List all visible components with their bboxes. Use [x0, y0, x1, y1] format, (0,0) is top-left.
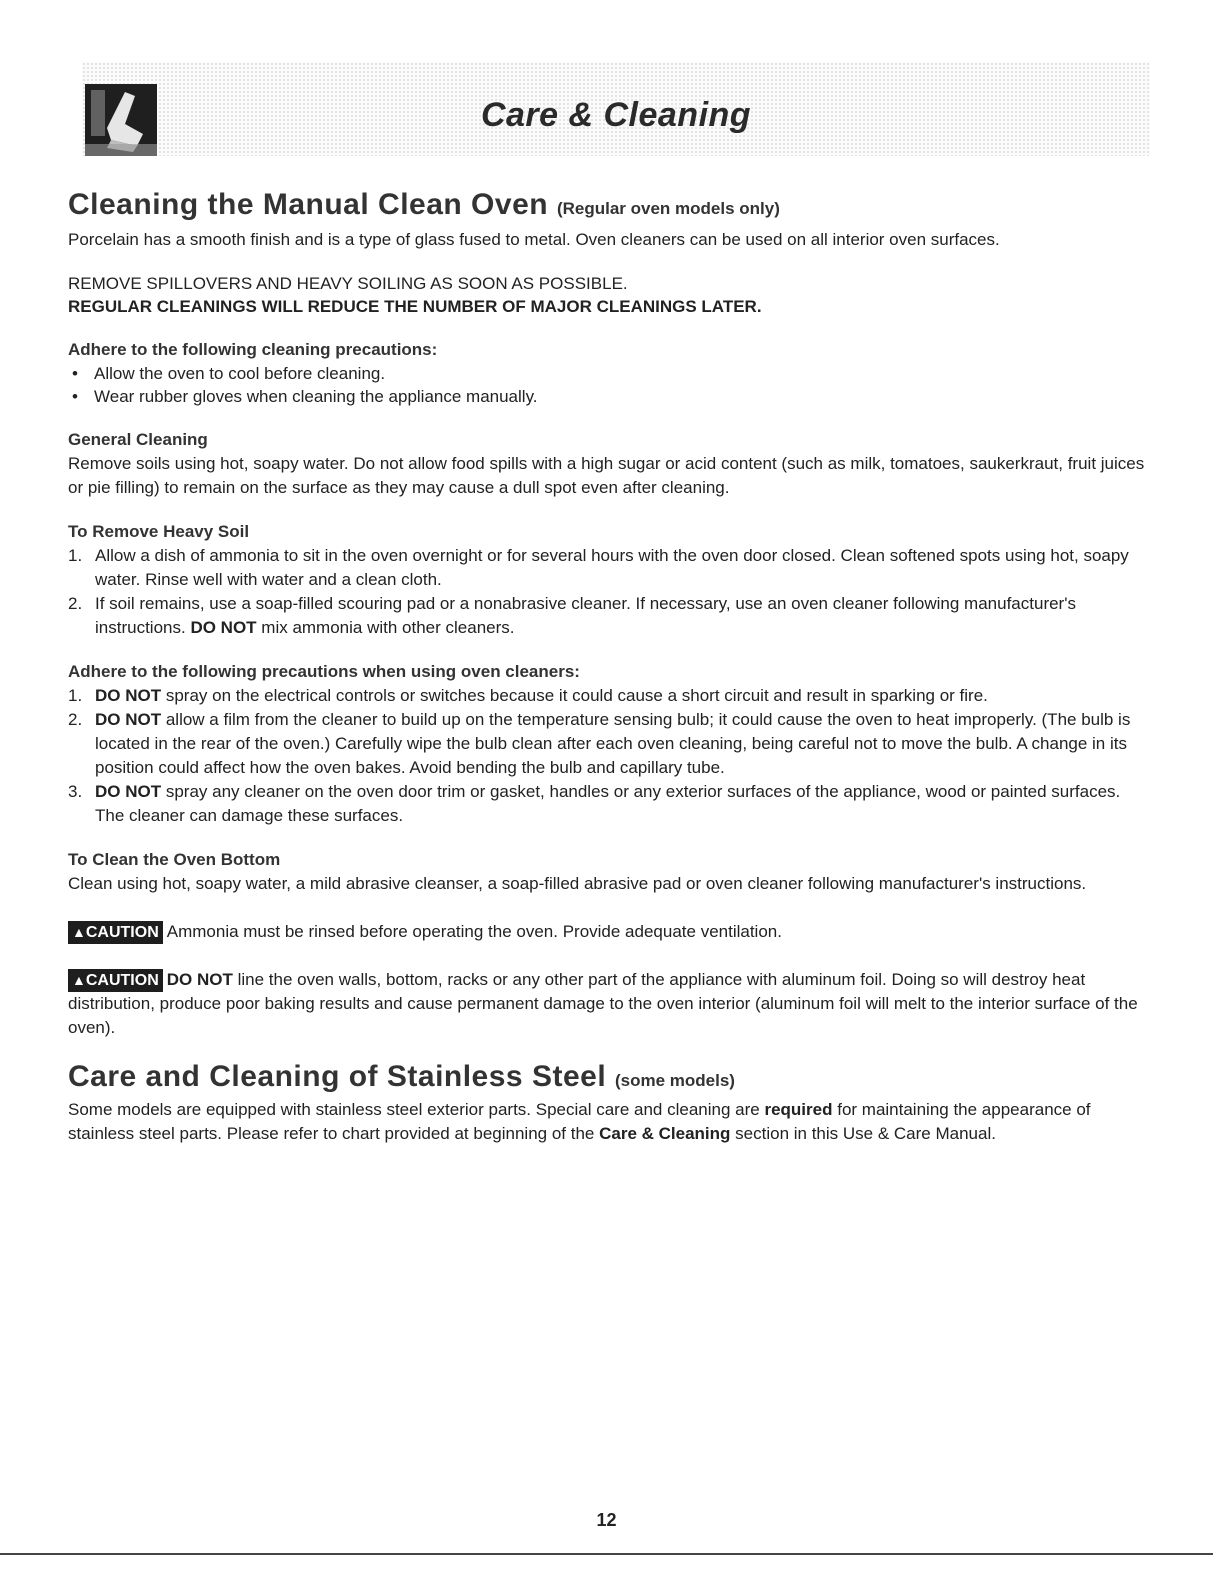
- item-emphasis: DO NOT: [95, 782, 162, 801]
- item-emphasis: DO NOT: [95, 686, 162, 705]
- title-text: Care and Cleaning of Stainless Steel: [68, 1060, 607, 1093]
- warning-triangle-icon: ▲: [72, 924, 86, 940]
- item-text: allow a film from the cleaner to build up on the temperature sensing bulb; it could cause the oven to heat improperly. (The bulb is located in the rear of the oven.) Carefully wipe the bulb clean after each oven cleaning, being careful not to move the bulb. A change in its position could affect how the oven bakes. Avoid bending the bulb and capillary tube.: [95, 710, 1131, 777]
- item-text: spray on the electrical controls or switches because it could cause a short circuit and result in sparking or fire.: [165, 686, 988, 705]
- header-title: Care & Cleaning: [480, 96, 752, 134]
- warning-triangle-icon: ▲: [72, 972, 86, 988]
- list-item: • Wear rubber gloves when cleaning the appliance manually.: [68, 385, 1148, 408]
- section-title-stainless: [68, 1060, 1148, 1094]
- title-note: (Regular oven models only): [556, 199, 780, 218]
- paragraph-text: section in this Use & Care Manual.: [735, 1124, 996, 1143]
- item-emphasis: DO NOT: [190, 618, 257, 637]
- oven-cleaner-list: [68, 684, 1148, 828]
- caution-text: Ammonia must be rinsed before operating the oven. Provide adequate ventilation.: [166, 922, 782, 941]
- page-header: [82, 62, 1150, 156]
- list-item: 2. DO NOT allow a film from the cleaner to build up on the temperature sensing bulb; it could cause the oven to heat improperly. (The bulb is located in the rear of the oven.) Carefully wipe the bulb clean after each oven cleaning, being careful not to move the bulb. A change in its position could affect how the oven bakes. Avoid bending the bulb and capillary tube.: [68, 710, 1131, 777]
- section-title-manual-clean: [68, 188, 1148, 222]
- list-item: 1. Allow a dish of ammonia to sit in the oven overnight or for several hours with the oven door closed. Clean softened spots using hot, soapy water. Rinse well with water and a clean cloth.: [68, 546, 1129, 589]
- bottom-rule: [0, 1553, 1213, 1555]
- caution-badge: [68, 969, 163, 992]
- paragraph-text: for maintaining the appearance of stainless steel parts. Please refer to chart provided at beginning of the: [68, 1100, 1091, 1143]
- oven-cleaner-precautions-heading: Adhere to the following precautions when using oven cleaners:: [68, 662, 580, 681]
- paragraph-text: Some models are equipped with stainless steel exterior parts. Special care and cleaning are: [68, 1100, 760, 1119]
- main-content: [68, 188, 1148, 1146]
- stainless-text: [68, 1098, 1148, 1146]
- list-item: 3. DO NOT spray any cleaner on the oven door trim or gasket, handles or any exterior surfaces of the appliance, wood or painted surfaces. The cleaner can damage these surfaces.: [68, 782, 1121, 825]
- intro-paragraph: Porcelain has a smooth finish and is a type of glass fused to metal. Oven cleaners can be used on all interior oven surfaces.: [68, 230, 1000, 249]
- paragraph-emphasis: required: [764, 1100, 833, 1119]
- item-text: Allow a dish of ammonia to sit in the oven overnight or for several hours with the oven door closed. Clean softened spots using hot, soapy water. Rinse well with water and a clean cloth.: [95, 546, 1129, 589]
- general-cleaning-heading: General Cleaning: [68, 430, 208, 449]
- title-note: (some models): [615, 1071, 735, 1090]
- paragraph-emphasis: Care & Cleaning: [599, 1124, 731, 1143]
- item-text: If soil remains, use a soap-filled scouring pad or a nonabrasive cleaner. If necessary, use an oven cleaner following manufacturer's instructions.: [95, 594, 1076, 637]
- item-emphasis: DO NOT: [95, 710, 162, 729]
- caution-foil: [68, 968, 1148, 1040]
- page-number: 12: [596, 1510, 617, 1530]
- precautions-heading: Adhere to the following cleaning precautions:: [68, 340, 438, 359]
- heavy-soil-list: [68, 544, 1148, 640]
- title-text: Cleaning the Manual Clean Oven: [68, 188, 549, 221]
- caution-emphasis: DO NOT: [166, 970, 233, 989]
- caution-label: CAUTION: [85, 972, 159, 989]
- list-item: 1. DO NOT spray on the electrical controls or switches because it could cause a short circuit and result in sparking or fire.: [68, 686, 988, 705]
- precautions-list: [68, 362, 1148, 408]
- list-item: • Allow the oven to cool before cleaning.: [68, 362, 1148, 385]
- heavy-soil-heading: To Remove Heavy Soil: [68, 522, 250, 541]
- regular-cleanings-line: REGULAR CLEANINGS WILL REDUCE THE NUMBER OF MAJOR CLEANINGS LATER.: [68, 297, 762, 316]
- caution-text: line the oven walls, bottom, racks or any other part of the appliance with aluminum foil. Doing so will destroy heat distribution, produce poor baking results and cause permanent damage to the oven interior (aluminum foil will melt to the interior surface of the oven).: [68, 970, 1138, 1037]
- item-text: spray any cleaner on the oven door trim or gasket, handles or any exterior surfaces of the appliance, wood or painted surfaces. The cleaner can damage these surfaces.: [95, 782, 1121, 825]
- caution-badge: [68, 921, 163, 944]
- remove-spillovers-line: REMOVE SPILLOVERS AND HEAVY SOILING AS SOON AS POSSIBLE.: [68, 274, 628, 293]
- list-item: 2. If soil remains, use a soap-filled scouring pad or a nonabrasive cleaner. If necessary, use an oven cleaner following manufacturer's instructions. DO NOT mix ammonia with other cleaners.: [68, 594, 1076, 637]
- oven-bottom-heading: To Clean the Oven Bottom: [68, 850, 281, 869]
- caution-label: CAUTION: [85, 924, 159, 941]
- oven-bottom-text: Clean using hot, soapy water, a mild abrasive cleanser, a soap-filled abrasive pad or oven cleaner following manufacturer's instructions.: [68, 874, 1087, 893]
- general-cleaning-text: Remove soils using hot, soapy water. Do not allow food spills with a high sugar or acid content (such as milk, tomatoes, saukerkraut, fruit juices or pie filling) to remain on the surface as they may cause a dull spot even after cleaning.: [68, 454, 1145, 497]
- caution-ammonia: [68, 920, 1148, 944]
- item-text: mix ammonia with other cleaners.: [261, 618, 515, 637]
